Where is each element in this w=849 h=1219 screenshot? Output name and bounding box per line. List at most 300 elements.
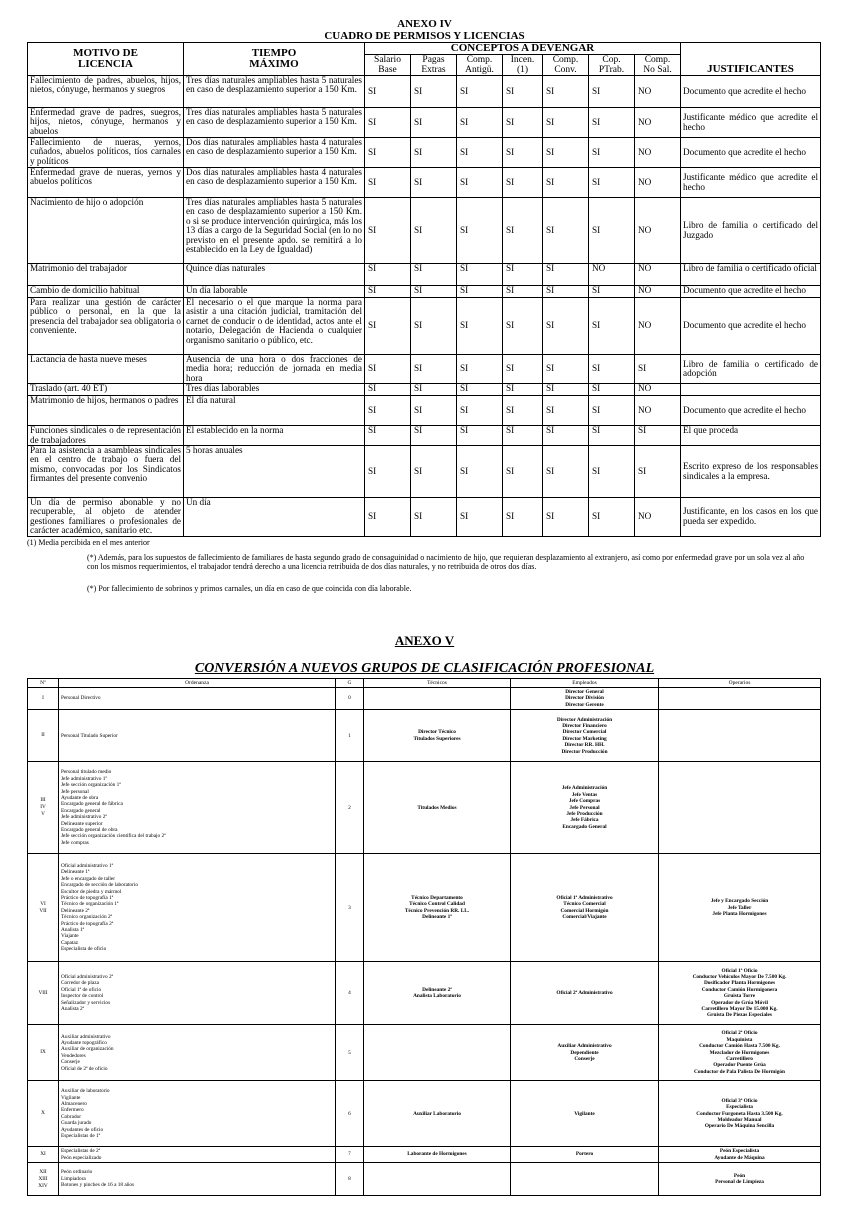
empleados-cell-line: Jefe Personal [569,804,600,811]
anexo-iv-notes [27,538,817,593]
operarios-cell-line: Peón Especialista [719,1148,760,1155]
concept-value-cell: SI [503,76,543,108]
concept-value-cell: SI [457,264,503,286]
ordenanza-cell [59,962,336,1025]
concept-value-cell: SI [543,198,589,264]
ordenanza-cell [59,1081,336,1147]
concept-value-cell: SI [503,108,543,138]
justificante-cell: Documento que acredite el hecho [681,76,821,108]
header-concept-5: Cop. PTrab. [589,55,635,76]
concept-value-cell: SI [457,298,503,355]
concept-value-cell: SI [503,426,543,446]
concept-value-cell: SI [543,396,589,426]
header-motivo: MOTIVO DE LICENCIA [28,43,184,76]
concept-value-cell: SI [457,76,503,108]
ordenanza-cell-line: Encargado general [61,807,101,814]
motivo-cell: Fallecimiento de nueras, yernos, cuñados, abuelos políticos, tíos carnales y políticos [28,138,184,168]
concept-value-cell: SI [589,108,635,138]
operarios-cell-line: Jefe Planta Hormigones [712,910,767,917]
table-row [28,198,821,264]
header-tiempo: TIEMPO MÁXIMO [184,43,365,76]
ordenanza-cell-line: Especialistas de 2ª [61,1148,101,1155]
concept-value-cell: NO [635,396,681,426]
anexo-v-title: ANEXO V [394,633,455,648]
concept-value-cell: SI [457,168,503,198]
ordenanza-cell [59,854,336,962]
concept-value-cell: SI [503,264,543,286]
numero-cell [28,854,59,962]
concept-value-cell: SI [589,384,635,396]
tiempo-cell: Un día [184,498,365,537]
ordenanza-cell-line: Delineante superior [61,820,103,827]
ordenanza-cell-line: Jefe administrativo 2ª [61,814,107,821]
concept-value-cell: SI [543,446,589,498]
table-row [28,762,821,854]
concept-value-cell: SI [457,498,503,537]
empleados-cell [511,1025,659,1081]
empleados-cell [511,762,659,854]
concept-value-cell: SI [365,264,411,286]
ordenanza-cell-line: Vigilante [61,1094,81,1101]
motivo-cell: Matrimonio de hijos, hermanos o padres [28,396,184,426]
concept-value-cell: SI [503,286,543,298]
justificante-cell: Justificante, en los casos en los que pueda ser expedido. [681,498,821,537]
tecnicos-cell [364,688,511,710]
ordenanza-cell-line: Jefe o encargado de taller [61,875,116,882]
empleados-cell-line: Director Marketing [562,735,607,742]
empleados-cell-line: Director División [565,695,604,702]
justificante-cell: Justificante médico que acredite el hecho [681,168,821,198]
justificante-cell: Libro de familia o certificado del Juzgado [681,198,821,264]
ordenanza-cell [59,1147,336,1163]
tecnicos-cell-line: Analista Laboratorio [413,993,461,1000]
concept-value-cell: SI [543,264,589,286]
ordenanza-cell-line: Personal titulado medio [61,769,112,776]
ordenanza-cell-line: Delineante 2ª [61,907,90,914]
justificante-cell: Escrito expreso de los responsables sindicales a la empresa. [681,446,821,498]
operarios-cell-line: Operador Puente Grúa [713,1062,766,1069]
concept-value-cell: SI [589,396,635,426]
concept-value-cell: SI [503,198,543,264]
concept-value-cell: SI [411,446,457,498]
ordenanza-cell-line: Ayudante topográfico [61,1039,107,1046]
operarios-cell-line: Operador de Grúa Móvil [711,999,768,1006]
operarios-cell-line: Carretillero [726,1055,753,1062]
operarios-cell-line: Oficial 1ª Oficio [721,967,758,974]
concept-value-cell: SI [589,446,635,498]
ordenanza-cell-line: Técnico organización 2ª [61,914,113,921]
empleados-cell-line: Comercial Hormigón [560,907,609,914]
concept-value-cell: SI [503,384,543,396]
motivo-cell: Nacimiento de hijo o adopción [28,198,184,264]
ordenanza-cell-line: Guarda jurado [61,1120,92,1127]
operarios-cell-line: Conductor de Pala Palista De Hormigón [694,1068,785,1075]
tecnicos-cell [364,1081,511,1147]
concept-value-cell: SI [411,264,457,286]
operarios-cell [659,1025,821,1081]
grupo-cell: 3 [336,854,364,962]
operarios-cell-line: Especialista [726,1104,753,1111]
concept-value-cell: SI [411,426,457,446]
numero-cell [28,1025,59,1081]
concept-value-cell: SI [589,138,635,168]
anexo-v-header-5: Operarios [659,679,821,688]
motivo-cell: Fallecimiento de padres, abuelos, hijos, nietos, cónyuge, hermanos y suegros [28,76,184,108]
concept-value-cell: SI [365,384,411,396]
header-concept-4: Comp. Conv. [543,55,589,76]
empleados-cell-line: Comercial/Viajante [562,914,607,921]
motivo-cell: Enfermedad grave de padres, suegros, hijos, nietos, cónyuge, hermanos y abuelos [28,108,184,138]
concept-value-cell: SI [457,198,503,264]
empleados-cell [511,688,659,710]
ordenanza-cell-line: Cobrador [61,1113,82,1120]
concept-value-cell: SI [365,286,411,298]
concept-value-cell: SI [589,426,635,446]
grupo-cell: 1 [336,710,364,762]
concept-value-cell: SI [411,396,457,426]
empleados-cell-line: Auxiliar Administrativo [557,1043,612,1050]
tiempo-cell: Dos días naturales ampliables hasta 4 naturales en caso de desplazamiento superior a 150 Km. [184,168,365,198]
table-row [28,286,821,298]
ordenanza-cell [59,1025,336,1081]
concept-value-cell: SI [365,498,411,537]
concept-value-cell: SI [589,355,635,384]
table-row [28,384,821,396]
tecnicos-cell-line: Técnico Control Calidad [409,901,465,908]
concept-value-cell: SI [411,198,457,264]
concept-value-cell: SI [365,396,411,426]
concept-value-cell: SI [589,498,635,537]
operarios-cell [659,962,821,1025]
operarios-cell-line: Jefe y Encargado Sección [710,898,769,905]
operarios-cell-line: Conductor Furgoneta Hasta 3.500 Kg. [696,1110,783,1117]
motivo-cell: Traslado (art. 40 ET) [28,384,184,396]
concept-value-cell: SI [411,108,457,138]
concept-value-cell: SI [365,168,411,198]
concept-value-cell: SI [457,396,503,426]
tiempo-cell: Dos días naturales ampliables hasta 4 naturales en caso de desplazamiento superior a 150 Km. [184,138,365,168]
anexo-v-subtitle: CONVERSIÓN A NUEVOS GRUPOS DE CLASIFICACIÓN PROFESIONAL [194,661,655,676]
concept-value-cell: SI [589,168,635,198]
tecnicos-cell-line: Titulados Medios [417,804,457,811]
ordenanza-cell-line: Ayudante de obra [61,794,99,801]
table-row [28,1163,821,1196]
concept-value-cell: SI [543,384,589,396]
motivo-cell: Cambio de domicilio habitual [28,286,184,298]
concept-value-cell: NO [635,264,681,286]
ordenanza-cell-line: Limpiadora [61,1175,86,1182]
tecnicos-cell [364,1025,511,1081]
table-row [28,962,821,1025]
tecnicos-cell [364,710,511,762]
empleados-cell [511,1081,659,1147]
concept-value-cell: SI [411,168,457,198]
ordenanza-cell-line: Botones y pinches de 16 a 18 años [61,1182,135,1189]
table-row [28,426,821,446]
justificante-cell: El que proceda [681,426,821,446]
concept-value-cell: SI [365,446,411,498]
table-row [28,710,821,762]
concept-value-cell: NO [635,384,681,396]
tiempo-cell: 5 horas anuales [184,446,365,498]
table-row [28,138,821,168]
concept-value-cell: SI [457,426,503,446]
numero-cell [28,1147,59,1163]
numero-cell-line: I [42,695,44,702]
tiempo-cell: Tres días naturales ampliables hasta 5 naturales en caso de desplazamiento superior a 150 Km. [184,108,365,138]
concept-value-cell: NO [635,108,681,138]
motivo-cell: Un día de permiso abonable y no recuperable, al objeto de atender gestiones familiares o profesionales de carácter académico, sanitario etc. [28,498,184,537]
justificante-cell: Libro de familia o certificado oficial [681,264,821,286]
concept-value-cell: SI [503,355,543,384]
justificante-cell: Documento que acredite el hecho [681,138,821,168]
numero-cell [28,962,59,1025]
concept-value-cell: SI [503,298,543,355]
numero-cell [28,710,59,762]
concept-value-cell: SI [457,108,503,138]
operarios-cell [659,1163,821,1196]
operarios-cell-line: Gruista De Piezas Especiales [707,1012,772,1019]
concept-value-cell: SI [543,298,589,355]
concept-value-cell: SI [457,446,503,498]
operarios-cell-line: Ayudante de Máquina [714,1154,765,1161]
concept-value-cell: SI [365,298,411,355]
concept-value-cell: SI [635,426,681,446]
empleados-cell [511,962,659,1025]
empleados-cell-line: Jefe Administración [561,785,608,792]
concept-value-cell: SI [589,286,635,298]
table-row [28,1147,821,1163]
operarios-cell [659,1081,821,1147]
ordenanza-cell-line: Enfermero [61,1107,84,1114]
empleados-cell [511,710,659,762]
note-1: (1) Media percibida en el mes anterior [27,538,150,547]
header-concept-1: Pagas Extras [411,55,457,76]
ordenanza-cell [59,688,336,710]
table-row [28,76,821,108]
numero-cell-line: V [41,811,45,818]
motivo-cell: Lactancia de hasta nueve meses [28,355,184,384]
operarios-cell-line: Operario De Máquina Sencilla [704,1123,775,1130]
ordenanza-cell-line: Práctico de topografía 2ª [61,920,114,927]
table-row [28,1081,821,1147]
concept-value-cell: SI [503,138,543,168]
numero-cell-line: VIII [38,989,48,996]
empleados-cell-line: Director Financiero [562,722,607,729]
empleados-cell-line: Jefe Producción [566,810,603,817]
operarios-cell-line: Peón [733,1172,746,1179]
tecnicos-cell [364,962,511,1025]
empleados-cell-line: Jefe Compras [568,798,601,805]
ordenanza-cell-line: Personal Titulado Superior [61,732,118,739]
concept-value-cell: SI [365,108,411,138]
grupo-cell: 7 [336,1147,364,1163]
concept-value-cell: SI [411,286,457,298]
motivo-cell: Para realizar una gestión de carácter público o personal, en la que la presencia del trabajador sea obligatoria o conveniente. [28,298,184,355]
motivo-cell: Enfermedad grave de nueras, yernos y abuelos políticos [28,168,184,198]
ordenanza-cell-line: Jefe personal [61,788,89,795]
concept-value-cell: SI [365,198,411,264]
ordenanza-cell [59,1163,336,1196]
concept-value-cell: SI [543,168,589,198]
ordenanza-cell-line: Inspector de control [61,993,104,1000]
ordenanza-cell-line: Capataz [61,939,79,946]
ordenanza-cell-line: Oficial de 2ª de oficio [61,1065,108,1072]
ordenanza-cell-line: Auxiliar de organización [61,1046,114,1053]
anexo-v-header-4: Empleados [511,679,659,688]
operarios-cell-line: Conductor Camión Hormigonera [701,986,778,993]
numero-cell-line: VI [40,900,46,907]
header-conceptos: CONCEPTOS A DEVENGAR [365,43,681,55]
ordenanza-cell-line: Oficial 1ª de oficio [61,986,102,993]
tiempo-cell: Tres días laborables [184,384,365,396]
operarios-cell [659,762,821,854]
note-2: (*) Además, para los supuestos de fallecimiento de familiares de hasta segundo grado de consaguinidad o nacimiento de hijo, que requieran desplazamiento al extranjero, así como por enfermedad grave por un sola vez al año con los mismos requerimientos, el trabajador tendrá derecho a una licencia retribuida de dos días naturales, y no retribuida de otros dos días. [87,552,805,571]
ordenanza-cell-line: Peón especializado [61,1154,102,1161]
concept-value-cell: SI [589,298,635,355]
operarios-cell-line: Conductor Camión Hasta 7.500 Kg. [699,1043,780,1050]
concept-value-cell: SI [543,108,589,138]
concept-value-cell: SI [365,76,411,108]
concept-value-cell: SI [503,396,543,426]
concept-value-cell: SI [635,355,681,384]
grupo-cell: 8 [336,1163,364,1196]
concept-value-cell: NO [635,298,681,355]
ordenanza-cell-line: Jefe administrativo 1º [61,775,108,782]
concept-value-cell: SI [365,138,411,168]
operarios-cell-line: Oficial 3ª Oficio [721,1097,758,1104]
empleados-cell-line: Encargado General [562,823,607,830]
concept-value-cell: SI [365,355,411,384]
justificante-cell: Documento que acredite el hecho [681,396,821,426]
header-concept-2: Comp. Antigü. [457,55,503,76]
numero-cell-line: XIV [38,1182,48,1189]
ordenanza-cell-line: Ayudantes de oficio [61,1126,104,1133]
anexo-v-header-3: Técnicos [364,679,511,688]
concept-value-cell: SI [411,384,457,396]
tecnicos-cell-line: Laborante de Hormigones [407,1151,467,1158]
concept-value-cell: NO [635,138,681,168]
table-row [28,854,821,962]
ordenanza-cell-line: Analista 2ª [61,1006,85,1013]
operarios-cell [659,710,821,762]
tiempo-cell: Tres días naturales ampliables hasta 5 naturales en caso de desplazamiento superior a 150 Km. o si se produce intervención quirúrgica, más los 13 días a cargo de la Seguridad Social (en lo no previsto en el presente apdo. se remitirá a lo establecido en la Ley de Igualdad) [184,198,365,264]
tiempo-cell: El día natural [184,396,365,426]
header-concept-3: Incen. (1) [503,55,543,76]
ordenanza-cell-line: Escultor de piedra y mármol [61,888,122,895]
concept-value-cell: SI [543,355,589,384]
empleados-cell [511,854,659,962]
concept-value-cell: SI [411,298,457,355]
anexo-iv-title: ANEXO IV [397,18,452,30]
ordenanza-cell-line: Almacenero [61,1100,87,1107]
justificante-cell: Documento que acredite el hecho [681,298,821,355]
operarios-cell-line: Moldeador Manual [717,1116,762,1123]
concept-value-cell: SI [503,446,543,498]
ordenanza-cell-line: Encargado general de obra [61,826,118,833]
ordenanza-cell-line: Encargado general de fábrica [61,801,123,808]
empleados-cell-line: Director Producción [561,748,608,755]
ordenanza-cell [59,762,336,854]
table-row [28,396,821,426]
concept-value-cell: SI [543,286,589,298]
concept-value-cell: SI [543,138,589,168]
concept-value-cell: SI [411,76,457,108]
numero-cell [28,762,59,854]
numero-cell-line: X [41,1110,45,1117]
tecnicos-cell-line: Delineante 2ª [422,986,452,993]
ordenanza-cell-line: Vendedores [61,1052,86,1059]
concept-value-cell: SI [457,286,503,298]
empleados-cell-line: Técnico Comercial [563,901,606,908]
empleados-cell-line: Vigilante [574,1110,595,1117]
grupo-cell: 5 [336,1025,364,1081]
ordenanza-cell-line: Señalizador y servicios [61,999,111,1006]
table-row [28,498,821,537]
permisos-licencias-table [27,42,821,537]
concept-value-cell: NO [635,498,681,537]
tecnicos-cell-line: Titulados Superiores [413,735,461,742]
empleados-cell-line: Director General [565,689,604,695]
tiempo-cell: El establecido en la norma [184,426,365,446]
ordenanza-cell-line: Analista 1ª [61,926,85,933]
ordenanza-cell-line: Peón ordinario [61,1169,93,1176]
concept-value-cell: SI [589,76,635,108]
tecnicos-cell-line: Director Técnico [418,729,456,736]
numero-cell-line: IX [40,1049,46,1056]
numero-cell-line: III [40,797,46,804]
operarios-cell-line: Gruista Torre [723,993,756,1000]
table-row [28,446,821,498]
header-justificantes: JUSTIFICANTES [681,43,821,76]
table-row [28,168,821,198]
concept-value-cell: SI [635,446,681,498]
ordenanza-cell-line: Personal Directivo [61,695,101,702]
table-row [28,688,821,710]
operarios-cell-line: Jefe Taller [727,904,752,911]
ordenanza-cell-line: Jefe sección organización 1ª [61,782,121,789]
empleados-cell [511,1147,659,1163]
tecnicos-cell-line: Auxiliar Laboratorio [413,1110,461,1117]
table-row [28,355,821,384]
concept-value-cell: SI [411,355,457,384]
tiempo-cell: Ausencia de una hora o dos fracciones de media hora; reducción de jornada en media hora [184,355,365,384]
justificante-cell: Libro de familia o certificado de adopción [681,355,821,384]
numero-cell-line: II [41,732,45,739]
empleados-cell-line: Portero [575,1151,594,1158]
ordenanza-cell-line: Especialista de oficio [61,946,107,953]
numero-cell-line: VII [39,907,47,914]
ordenanza-cell-line: Práctico de topografía 1ª [61,894,114,901]
operarios-cell-line: Personal de Limpieza [715,1179,764,1186]
ordenanza-cell-line: Jefe compras [61,839,89,846]
operarios-cell [659,1147,821,1163]
concept-value-cell: SI [411,138,457,168]
numero-cell [28,688,59,710]
concept-value-cell: SI [457,384,503,396]
empleados-cell-line: Director Administración [556,716,613,723]
operarios-cell-line: Maquinista [726,1036,753,1043]
operarios-cell-line: Conductor Vehículos Mayor De 7.500 Kg. [692,974,787,980]
tecnicos-cell [364,1147,511,1163]
ordenanza-cell-line: Encargado de sección de laboratorio [61,882,138,889]
concept-value-cell: SI [543,498,589,537]
empleados-cell-line: Conserje [574,1055,595,1062]
numero-cell [28,1163,59,1196]
numero-cell-line: XIII [38,1175,48,1182]
concept-value-cell: NO [635,168,681,198]
concept-value-cell: SI [543,76,589,108]
